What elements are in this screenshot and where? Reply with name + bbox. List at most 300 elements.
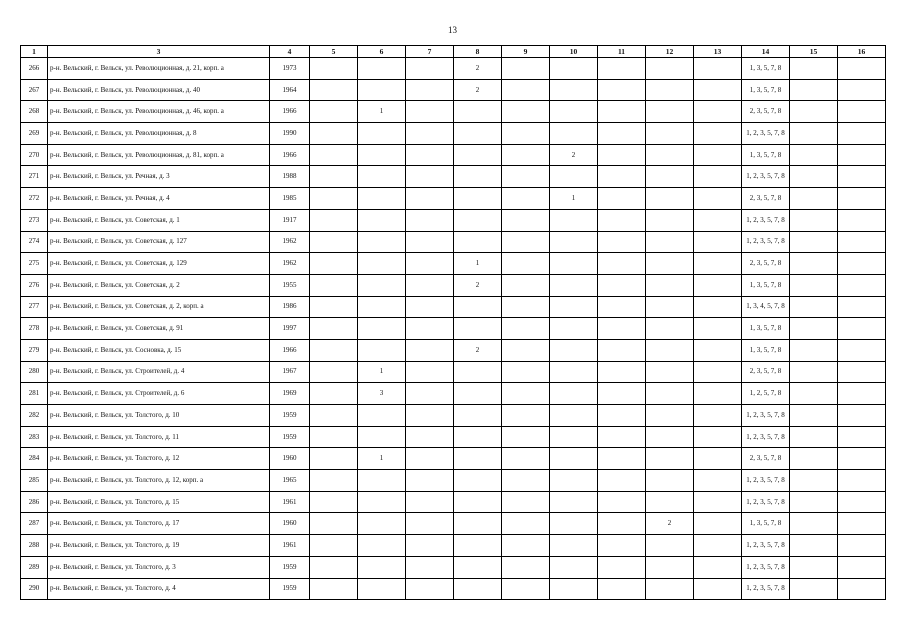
year-cell: 1917 (270, 209, 310, 231)
table-row (21, 296, 886, 318)
row-number-cell: 268 (21, 101, 48, 123)
table-row (21, 383, 886, 405)
col9-cell (502, 448, 550, 470)
year-cell: 1988 (270, 166, 310, 188)
col11-cell (598, 383, 646, 405)
col11-cell (598, 535, 646, 557)
col11-cell (598, 231, 646, 253)
col12-cell (646, 448, 694, 470)
row-number-cell: 279 (21, 339, 48, 361)
col16-cell (838, 166, 886, 188)
col10-cell (550, 383, 598, 405)
col5-cell (310, 426, 358, 448)
table-row (21, 491, 886, 513)
col8-cell (454, 361, 502, 383)
col8-cell (454, 123, 502, 145)
row-number-cell: 273 (21, 209, 48, 231)
col6-cell: 1 (358, 448, 406, 470)
col14-cell: 1, 2, 3, 5, 7, 8 (742, 209, 790, 231)
col15-cell (790, 318, 838, 340)
col13-cell (694, 58, 742, 80)
address-cell: р-н. Вельский, г. Вельск, ул. Революционная, д. 46, корп. а (48, 101, 270, 123)
column-header: 12 (646, 46, 694, 58)
col5-cell (310, 79, 358, 101)
column-header: 7 (406, 46, 454, 58)
table-row (21, 166, 886, 188)
col12-cell (646, 231, 694, 253)
row-number-cell: 266 (21, 58, 48, 80)
col14-cell: 1, 2, 3, 5, 7, 8 (742, 556, 790, 578)
col6-cell (358, 470, 406, 492)
col7-cell (406, 491, 454, 513)
col5-cell (310, 123, 358, 145)
col8-cell (454, 166, 502, 188)
col14-cell: 1, 2, 3, 5, 7, 8 (742, 166, 790, 188)
col7-cell (406, 296, 454, 318)
row-number-cell: 271 (21, 166, 48, 188)
table-row (21, 361, 886, 383)
col12-cell (646, 166, 694, 188)
col6-cell (358, 144, 406, 166)
col5-cell (310, 166, 358, 188)
table-row (21, 79, 886, 101)
col7-cell (406, 426, 454, 448)
col6-cell (358, 274, 406, 296)
col7-cell (406, 318, 454, 340)
col5-cell (310, 470, 358, 492)
col13-cell (694, 339, 742, 361)
col6-cell (358, 188, 406, 210)
col8-cell (454, 318, 502, 340)
table-row (21, 578, 886, 600)
address-cell: р-н. Вельский, г. Вельск, ул. Толстого, д. 12 (48, 448, 270, 470)
col12-cell (646, 339, 694, 361)
col8-cell (454, 209, 502, 231)
row-number-cell: 283 (21, 426, 48, 448)
col9-cell (502, 426, 550, 448)
col14-cell: 1, 3, 5, 7, 8 (742, 339, 790, 361)
address-cell: р-н. Вельский, г. Вельск, ул. Толстого, д. 4 (48, 578, 270, 600)
col14-cell: 2, 3, 5, 7, 8 (742, 188, 790, 210)
col15-cell (790, 556, 838, 578)
col14-cell: 2, 3, 5, 7, 8 (742, 101, 790, 123)
col16-cell (838, 123, 886, 145)
col8-cell (454, 578, 502, 600)
col7-cell (406, 166, 454, 188)
year-cell: 1966 (270, 144, 310, 166)
col11-cell (598, 79, 646, 101)
col6-cell (358, 79, 406, 101)
year-cell: 1997 (270, 318, 310, 340)
year-cell: 1961 (270, 491, 310, 513)
row-number-cell: 280 (21, 361, 48, 383)
column-header: 14 (742, 46, 790, 58)
col10-cell: 1 (550, 188, 598, 210)
col16-cell (838, 79, 886, 101)
table-row (21, 426, 886, 448)
address-cell: р-н. Вельский, г. Вельск, ул. Революционная, д. 81, корп. а (48, 144, 270, 166)
col5-cell (310, 296, 358, 318)
col5-cell (310, 144, 358, 166)
col7-cell (406, 513, 454, 535)
col11-cell (598, 491, 646, 513)
column-header: 3 (48, 46, 270, 58)
address-cell: р-н. Вельский, г. Вельск, ул. Толстого, д. 15 (48, 491, 270, 513)
col6-cell (358, 166, 406, 188)
col8-cell: 2 (454, 79, 502, 101)
address-cell: р-н. Вельский, г. Вельск, ул. Сосновка, д. 15 (48, 339, 270, 361)
col11-cell (598, 448, 646, 470)
col9-cell (502, 166, 550, 188)
col14-cell: 1, 3, 5, 7, 8 (742, 513, 790, 535)
col6-cell (358, 318, 406, 340)
col12-cell (646, 274, 694, 296)
row-number-cell: 278 (21, 318, 48, 340)
column-header: 6 (358, 46, 406, 58)
col5-cell (310, 231, 358, 253)
col13-cell (694, 513, 742, 535)
year-cell: 1986 (270, 296, 310, 318)
col11-cell (598, 58, 646, 80)
col14-cell: 1, 3, 5, 7, 8 (742, 79, 790, 101)
col16-cell (838, 383, 886, 405)
table-row (21, 274, 886, 296)
col11-cell (598, 296, 646, 318)
col12-cell (646, 296, 694, 318)
col13-cell (694, 578, 742, 600)
col15-cell (790, 274, 838, 296)
row-number-cell: 276 (21, 274, 48, 296)
column-header: 8 (454, 46, 502, 58)
col9-cell (502, 405, 550, 427)
year-cell: 1966 (270, 101, 310, 123)
row-number-cell: 267 (21, 79, 48, 101)
column-header: 11 (598, 46, 646, 58)
year-cell: 1962 (270, 253, 310, 275)
address-cell: р-н. Вельский, г. Вельск, ул. Строителей, д. 6 (48, 383, 270, 405)
row-number-cell: 270 (21, 144, 48, 166)
row-number-cell: 282 (21, 405, 48, 427)
row-number-cell: 290 (21, 578, 48, 600)
col16-cell (838, 470, 886, 492)
col10-cell (550, 318, 598, 340)
col10-cell (550, 101, 598, 123)
col16-cell (838, 231, 886, 253)
col11-cell (598, 274, 646, 296)
col13-cell (694, 296, 742, 318)
col13-cell (694, 231, 742, 253)
col12-cell (646, 383, 694, 405)
col12-cell: 2 (646, 513, 694, 535)
address-cell: р-н. Вельский, г. Вельск, ул. Толстого, д. 10 (48, 405, 270, 427)
col7-cell (406, 361, 454, 383)
row-number-cell: 284 (21, 448, 48, 470)
col12-cell (646, 318, 694, 340)
col15-cell (790, 101, 838, 123)
table-row (21, 101, 886, 123)
table-row (21, 339, 886, 361)
col9-cell (502, 253, 550, 275)
col16-cell (838, 188, 886, 210)
col5-cell (310, 101, 358, 123)
column-header: 10 (550, 46, 598, 58)
column-header: 4 (270, 46, 310, 58)
row-number-cell: 286 (21, 491, 48, 513)
table-row (21, 144, 886, 166)
col6-cell (358, 339, 406, 361)
year-cell: 1959 (270, 578, 310, 600)
address-cell: р-н. Вельский, г. Вельск, ул. Речная, д. 3 (48, 166, 270, 188)
column-header: 13 (694, 46, 742, 58)
col10-cell (550, 339, 598, 361)
col16-cell (838, 101, 886, 123)
year-cell: 1962 (270, 231, 310, 253)
col14-cell: 1, 2, 3, 5, 7, 8 (742, 426, 790, 448)
col9-cell (502, 231, 550, 253)
address-cell: р-н. Вельский, г. Вельск, ул. Строителей, д. 4 (48, 361, 270, 383)
table-row (21, 556, 886, 578)
year-cell: 1961 (270, 535, 310, 557)
col5-cell (310, 535, 358, 557)
col5-cell (310, 513, 358, 535)
col16-cell (838, 144, 886, 166)
col9-cell (502, 318, 550, 340)
col13-cell (694, 166, 742, 188)
col10-cell (550, 535, 598, 557)
col13-cell (694, 361, 742, 383)
col13-cell (694, 188, 742, 210)
col15-cell (790, 470, 838, 492)
col6-cell (358, 513, 406, 535)
col15-cell (790, 513, 838, 535)
col6-cell (358, 123, 406, 145)
col9-cell (502, 79, 550, 101)
column-header: 1 (21, 46, 48, 58)
col14-cell: 1, 2, 3, 5, 7, 8 (742, 578, 790, 600)
col11-cell (598, 339, 646, 361)
address-cell: р-н. Вельский, г. Вельск, ул. Толстого, д. 3 (48, 556, 270, 578)
col8-cell: 2 (454, 274, 502, 296)
col10-cell (550, 231, 598, 253)
col8-cell: 2 (454, 58, 502, 80)
col15-cell (790, 448, 838, 470)
col13-cell (694, 470, 742, 492)
year-cell: 1960 (270, 513, 310, 535)
col9-cell (502, 513, 550, 535)
col13-cell (694, 405, 742, 427)
col15-cell (790, 491, 838, 513)
col15-cell (790, 231, 838, 253)
col7-cell (406, 231, 454, 253)
housing-table (20, 45, 886, 600)
year-cell: 1959 (270, 405, 310, 427)
col10-cell (550, 426, 598, 448)
col11-cell (598, 101, 646, 123)
year-cell: 1969 (270, 383, 310, 405)
year-cell: 1955 (270, 274, 310, 296)
col11-cell (598, 144, 646, 166)
col6-cell (358, 253, 406, 275)
year-cell: 1965 (270, 470, 310, 492)
table-row (21, 448, 886, 470)
col14-cell: 1, 2, 3, 5, 7, 8 (742, 231, 790, 253)
col16-cell (838, 274, 886, 296)
col9-cell (502, 470, 550, 492)
col13-cell (694, 209, 742, 231)
col15-cell (790, 123, 838, 145)
col14-cell: 2, 3, 5, 7, 8 (742, 361, 790, 383)
column-header: 15 (790, 46, 838, 58)
col9-cell (502, 556, 550, 578)
col6-cell (358, 578, 406, 600)
col6-cell (358, 535, 406, 557)
col7-cell (406, 339, 454, 361)
col5-cell (310, 253, 358, 275)
table-row (21, 209, 886, 231)
table-row (21, 58, 886, 80)
col9-cell (502, 339, 550, 361)
col8-cell: 2 (454, 339, 502, 361)
col12-cell (646, 58, 694, 80)
table-row (21, 231, 886, 253)
col9-cell (502, 296, 550, 318)
col15-cell (790, 426, 838, 448)
col5-cell (310, 58, 358, 80)
row-number-cell: 281 (21, 383, 48, 405)
col7-cell (406, 535, 454, 557)
col15-cell (790, 253, 838, 275)
col16-cell (838, 448, 886, 470)
col7-cell (406, 209, 454, 231)
col13-cell (694, 556, 742, 578)
col15-cell (790, 405, 838, 427)
col16-cell (838, 491, 886, 513)
address-cell: р-н. Вельский, г. Вельск, ул. Толстого, д. 17 (48, 513, 270, 535)
col13-cell (694, 144, 742, 166)
table-body (21, 58, 886, 600)
address-cell: р-н. Вельский, г. Вельск, ул. Революционная, д. 8 (48, 123, 270, 145)
col9-cell (502, 578, 550, 600)
col8-cell (454, 144, 502, 166)
col13-cell (694, 448, 742, 470)
col11-cell (598, 209, 646, 231)
col14-cell: 1, 3, 4, 5, 7, 8 (742, 296, 790, 318)
row-number-cell: 288 (21, 535, 48, 557)
page-number: 13 (448, 25, 457, 35)
col5-cell (310, 405, 358, 427)
table-row (21, 513, 886, 535)
col16-cell (838, 339, 886, 361)
col10-cell (550, 513, 598, 535)
col15-cell (790, 79, 838, 101)
col14-cell: 1, 2, 3, 5, 7, 8 (742, 491, 790, 513)
col8-cell (454, 448, 502, 470)
col16-cell (838, 253, 886, 275)
col10-cell (550, 470, 598, 492)
col12-cell (646, 578, 694, 600)
col15-cell (790, 339, 838, 361)
col9-cell (502, 188, 550, 210)
row-number-cell: 274 (21, 231, 48, 253)
col14-cell: 1, 2, 3, 5, 7, 8 (742, 405, 790, 427)
col12-cell (646, 470, 694, 492)
col15-cell (790, 578, 838, 600)
col10-cell: 2 (550, 144, 598, 166)
col5-cell (310, 448, 358, 470)
col11-cell (598, 361, 646, 383)
col16-cell (838, 426, 886, 448)
col8-cell: 1 (454, 253, 502, 275)
col8-cell (454, 491, 502, 513)
col7-cell (406, 123, 454, 145)
col9-cell (502, 209, 550, 231)
col7-cell (406, 470, 454, 492)
col6-cell (358, 405, 406, 427)
address-cell: р-н. Вельский, г. Вельск, ул. Советская, д. 127 (48, 231, 270, 253)
col10-cell (550, 79, 598, 101)
col10-cell (550, 209, 598, 231)
col10-cell (550, 296, 598, 318)
col11-cell (598, 188, 646, 210)
address-cell: р-н. Вельский, г. Вельск, ул. Советская, д. 2 (48, 274, 270, 296)
col6-cell: 3 (358, 383, 406, 405)
row-number-cell: 289 (21, 556, 48, 578)
col6-cell: 1 (358, 101, 406, 123)
address-cell: р-н. Вельский, г. Вельск, ул. Советская, д. 129 (48, 253, 270, 275)
col8-cell (454, 188, 502, 210)
year-cell: 1973 (270, 58, 310, 80)
col10-cell (550, 556, 598, 578)
col16-cell (838, 209, 886, 231)
year-cell: 1990 (270, 123, 310, 145)
col5-cell (310, 578, 358, 600)
col7-cell (406, 188, 454, 210)
row-number-cell: 269 (21, 123, 48, 145)
table-row (21, 253, 886, 275)
col15-cell (790, 188, 838, 210)
address-cell: р-н. Вельский, г. Вельск, ул. Толстого, д. 12, корп. а (48, 470, 270, 492)
col5-cell (310, 209, 358, 231)
table-row (21, 470, 886, 492)
col16-cell (838, 578, 886, 600)
year-cell: 1985 (270, 188, 310, 210)
col15-cell (790, 361, 838, 383)
col10-cell (550, 491, 598, 513)
col15-cell (790, 166, 838, 188)
table-row (21, 318, 886, 340)
col16-cell (838, 318, 886, 340)
col11-cell (598, 166, 646, 188)
col8-cell (454, 231, 502, 253)
col9-cell (502, 101, 550, 123)
col9-cell (502, 58, 550, 80)
col14-cell: 1, 2, 3, 5, 7, 8 (742, 123, 790, 145)
row-number-cell: 287 (21, 513, 48, 535)
row-number-cell: 272 (21, 188, 48, 210)
table-row (21, 188, 886, 210)
col8-cell (454, 556, 502, 578)
col7-cell (406, 556, 454, 578)
col5-cell (310, 318, 358, 340)
col14-cell: 1, 3, 5, 7, 8 (742, 274, 790, 296)
column-header: 9 (502, 46, 550, 58)
table-header-row (21, 46, 886, 58)
col12-cell (646, 188, 694, 210)
col7-cell (406, 79, 454, 101)
year-cell: 1960 (270, 448, 310, 470)
col9-cell (502, 383, 550, 405)
col7-cell (406, 58, 454, 80)
